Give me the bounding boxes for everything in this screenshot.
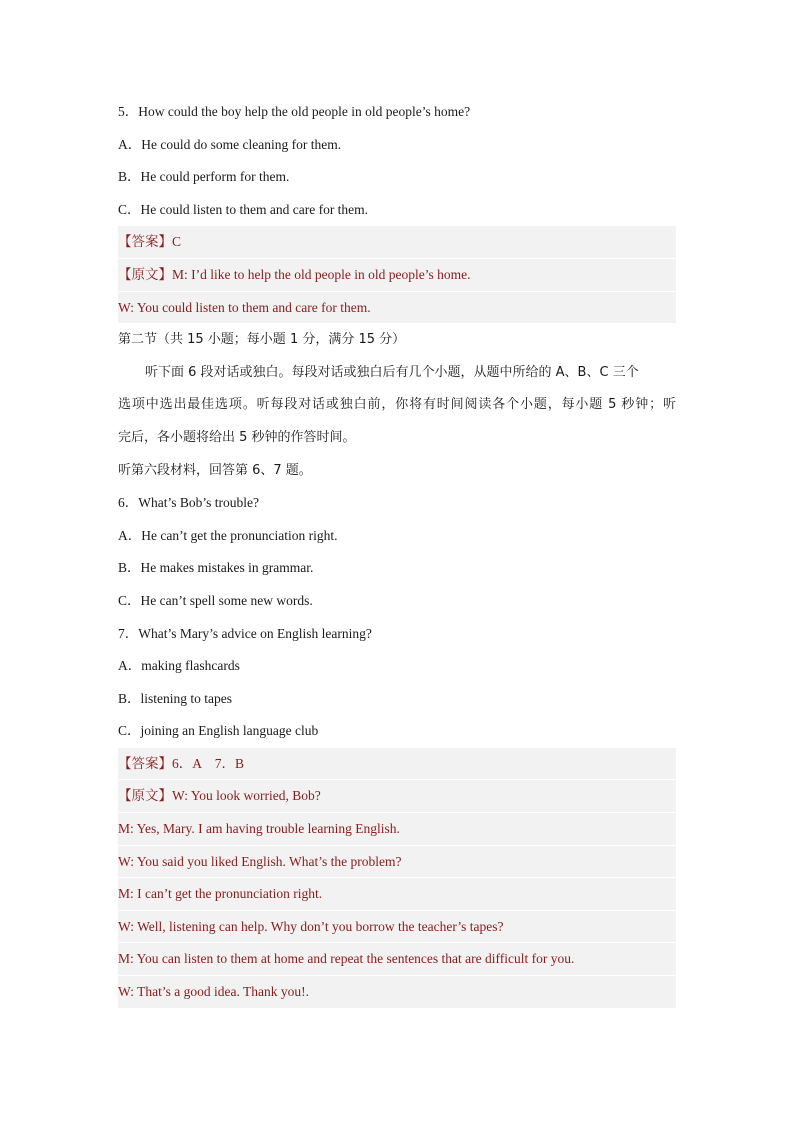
section-2-instructions-line-1: 听下面 6 段对话或独白。每段对话或独白后有几个小题，从题中所给的 A、B、C 三个: [145, 364, 639, 380]
transcript-6-7-line-7: W: That’s a good idea. Thank you!.: [118, 976, 676, 1009]
section-2-heading: 第二节（共 15 小题；每小题 1 分，满分 15 分）: [118, 332, 406, 348]
question-7: 7．What’s Mary’s advice on English learning?: [118, 625, 372, 641]
transcript-6-7-line-5: W: Well, listening can help. Why don’t you borrow the teacher’s tapes?: [118, 911, 676, 944]
transcript-6-7-line-4: M: I can’t get the pronunciation right.: [118, 878, 676, 911]
transcript-6-7-line-6: M: You can listen to them at home and repeat the sentences that are difficult for you.: [118, 943, 676, 976]
transcript-6-7-line-1: 【原文】W: You look worried, Bob?: [118, 780, 676, 813]
section-2-instructions-line-3: 完后，各小题将给出 5 秒钟的作答时间。: [118, 429, 356, 445]
question-5-option-b: B．He could perform for them.: [118, 169, 290, 185]
transcript-6-7-line-2: M: Yes, Mary. I am having trouble learning English.: [118, 813, 676, 846]
question-5-option-a: A．He could do some cleaning for them.: [118, 136, 342, 152]
answer-5: 【答案】C: [118, 226, 676, 259]
transcript-5-line-1: 【原文】M: I’d like to help the old people in old people’s home.: [118, 259, 676, 292]
question-5: 5．How could the boy help the old people in old people’s home?: [118, 104, 471, 119]
answer-6-7: 【答案】6．A 7．B: [118, 748, 676, 781]
section-2-instructions-line-2: 选项中选出最佳选项。听每段对话或独白前，你将有时间阅读各个小题，每小题 5 秒钟；听: [118, 397, 676, 413]
question-5-option-c: C．He could listen to them and care for them.: [118, 201, 369, 217]
question-6-option-c: C．He can’t spell some new words.: [118, 592, 313, 608]
transcript-5-line-2: W: You could listen to them and care for them.: [118, 292, 676, 325]
material-6-heading: 听第六段材料，回答第 6、7 题。: [118, 462, 312, 478]
question-6: 6．What’s Bob’s trouble?: [118, 495, 259, 511]
question-7-option-b: B．listening to tapes: [118, 690, 232, 706]
transcript-6-7-line-3: W: You said you liked English. What’s the problem?: [118, 846, 676, 879]
document-body: [118, 96, 676, 1009]
question-7-option-c: C．joining an English language club: [118, 723, 319, 739]
question-6-option-b: B．He makes mistakes in grammar.: [118, 560, 314, 576]
question-7-option-a: A．making flashcards: [118, 658, 240, 674]
question-6-option-a: A．He can’t get the pronunciation right.: [118, 527, 338, 543]
